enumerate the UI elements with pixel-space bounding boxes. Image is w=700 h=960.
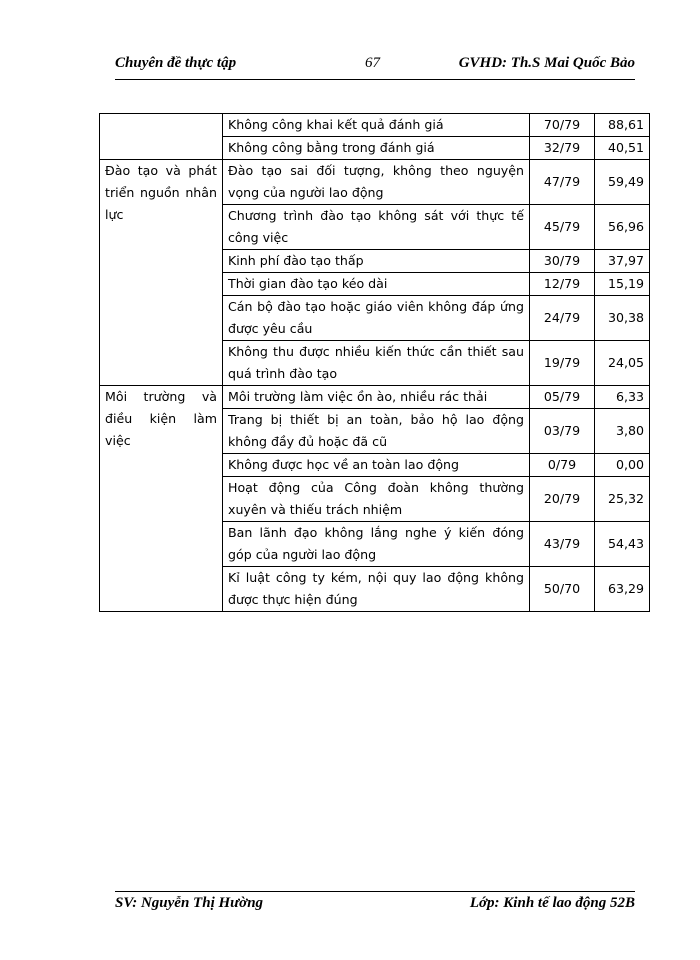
criterion-cell: Cán bộ đào tạo hoặc giáo viên không đáp ứng được yêu cầu — [223, 296, 530, 341]
ratio-cell: 50/70 — [530, 567, 595, 612]
criterion-cell: Không công bằng trong đánh giá — [223, 137, 530, 160]
header-supervisor: GVHD: Th.S Mai Quốc Bảo — [458, 55, 635, 71]
percent-cell: 24,05 — [595, 341, 650, 386]
ratio-cell: 0/79 — [530, 454, 595, 477]
criterion-cell: Chương trình đào tạo không sát với thực tế công việc — [223, 205, 530, 250]
percent-cell: 15,19 — [595, 273, 650, 296]
criterion-cell: Môi trường làm việc ồn ào, nhiều rác thải — [223, 386, 530, 409]
criterion-cell: Không được học về an toàn lao động — [223, 454, 530, 477]
page-header — [115, 55, 635, 77]
footer-divider — [115, 891, 635, 892]
criterion-cell: Thời gian đào tạo kéo dài — [223, 273, 530, 296]
table-row — [100, 386, 650, 409]
ratio-cell: 30/79 — [530, 250, 595, 273]
footer-student: SV: Nguyễn Thị Hường — [115, 895, 264, 911]
ratio-cell: 32/79 — [530, 137, 595, 160]
group-cell: Đào tạo và phát triển nguồn nhân lực — [100, 160, 223, 386]
percent-cell: 88,61 — [595, 114, 650, 137]
group-cell — [100, 114, 223, 160]
percent-cell: 30,38 — [595, 296, 650, 341]
ratio-cell: 47/79 — [530, 160, 595, 205]
header-divider — [115, 79, 635, 80]
criterion-cell: Đào tạo sai đối tượng, không theo nguyện vọng của người lao động — [223, 160, 530, 205]
header-page-number: 67 — [365, 55, 380, 71]
table-row — [100, 160, 650, 205]
percent-cell: 3,80 — [595, 409, 650, 454]
ratio-cell: 05/79 — [530, 386, 595, 409]
ratio-cell: 24/79 — [530, 296, 595, 341]
percent-cell: 25,32 — [595, 477, 650, 522]
percent-cell: 59,49 — [595, 160, 650, 205]
group-cell: Môi trường và điều kiện làm việc — [100, 386, 223, 612]
percent-cell: 54,43 — [595, 522, 650, 567]
criterion-cell: Kinh phí đào tạo thấp — [223, 250, 530, 273]
percent-cell: 37,97 — [595, 250, 650, 273]
ratio-cell: 19/79 — [530, 341, 595, 386]
criterion-cell: Kỉ luật công ty kém, nội quy lao động không được thực hiện đúng — [223, 567, 530, 612]
criterion-cell: Không công khai kết quả đánh giá — [223, 114, 530, 137]
page-footer — [115, 895, 635, 917]
footer-class: Lớp: Kinh tế lao động 52B — [469, 895, 635, 911]
header-document-title: Chuyên đề thực tập — [115, 55, 237, 71]
percent-cell: 40,51 — [595, 137, 650, 160]
ratio-cell: 20/79 — [530, 477, 595, 522]
percent-cell: 56,96 — [595, 205, 650, 250]
table-row — [100, 114, 650, 137]
percent-cell: 63,29 — [595, 567, 650, 612]
survey-results-table — [99, 113, 650, 612]
percent-cell: 6,33 — [595, 386, 650, 409]
ratio-cell: 12/79 — [530, 273, 595, 296]
ratio-cell: 43/79 — [530, 522, 595, 567]
percent-cell: 0,00 — [595, 454, 650, 477]
criterion-cell: Ban lãnh đạo không lắng nghe ý kiến đóng góp của người lao động — [223, 522, 530, 567]
criterion-cell: Hoạt động của Công đoàn không thường xuyên và thiếu trách nhiệm — [223, 477, 530, 522]
criterion-cell: Không thu được nhiều kiến thức cần thiết sau quá trình đào tạo — [223, 341, 530, 386]
ratio-cell: 70/79 — [530, 114, 595, 137]
criterion-cell: Trang bị thiết bị an toàn, bảo hộ lao động không đầy đủ hoặc đã cũ — [223, 409, 530, 454]
table-body — [100, 114, 650, 612]
ratio-cell: 45/79 — [530, 205, 595, 250]
ratio-cell: 03/79 — [530, 409, 595, 454]
